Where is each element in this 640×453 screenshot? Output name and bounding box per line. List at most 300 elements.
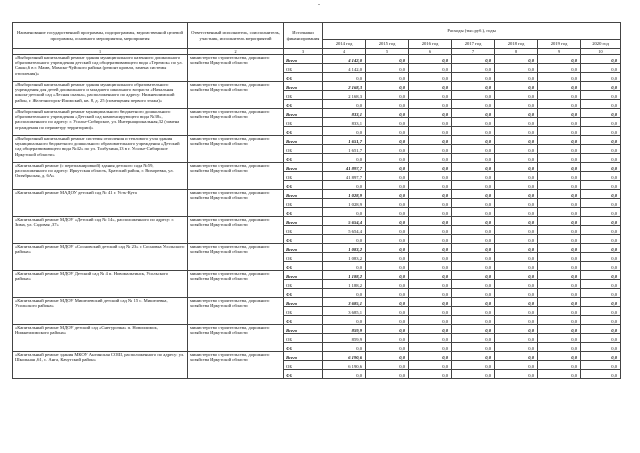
funding-source: ОБ (284, 172, 323, 181)
funding-source: ФБ (284, 73, 323, 82)
expense-value: 0,0 (581, 334, 621, 343)
expense-value: 0,0 (538, 190, 581, 199)
expense-value: 0,0 (409, 361, 452, 370)
expense-value: 0,0 (538, 208, 581, 217)
column-number: 6 (409, 49, 452, 55)
funding-source: Всего (284, 55, 323, 64)
expense-value: 2 168,3 (323, 82, 366, 91)
executor-name: министерство строительства, дорожного хозяйства Иркутской области (188, 298, 284, 325)
funding-source: ФБ (284, 100, 323, 109)
funding-source: Всего (284, 136, 323, 145)
expense-value: 0,0 (452, 334, 495, 343)
expense-value: 0,0 (495, 262, 538, 271)
expense-value: 0,0 (366, 145, 409, 154)
expense-value: 0,0 (495, 352, 538, 361)
expense-value: 0,0 (366, 73, 409, 82)
expense-value: 833,1 (323, 109, 366, 118)
expense-value: 6 190,6 (323, 352, 366, 361)
funding-source: Всего (284, 190, 323, 199)
expense-value: 0,0 (581, 289, 621, 298)
expense-value: 0,0 (366, 244, 409, 253)
funding-source: Всего (284, 82, 323, 91)
expense-value: 3 685,1 (323, 307, 366, 316)
expense-value: 0,0 (452, 91, 495, 100)
expense-value: 0,0 (452, 82, 495, 91)
year-header: 2017 год (452, 40, 495, 49)
expense-value: 0,0 (366, 352, 409, 361)
funding-source: ОБ (284, 280, 323, 289)
expense-value: 0,0 (581, 298, 621, 307)
expense-value: 0,0 (538, 235, 581, 244)
expense-value: 0,0 (495, 181, 538, 190)
expense-value: 0,0 (495, 127, 538, 136)
expense-value: 0,0 (581, 154, 621, 163)
expense-value: 0,0 (538, 226, 581, 235)
expense-value: 0,0 (366, 55, 409, 64)
expense-value: 0,0 (452, 226, 495, 235)
expense-value: 0,0 (581, 73, 621, 82)
expense-value: 0,0 (409, 289, 452, 298)
expense-value: 0,0 (495, 199, 538, 208)
funding-source: Всего (284, 217, 323, 226)
expense-value: 0,0 (581, 181, 621, 190)
expense-value: 0,0 (538, 334, 581, 343)
expense-value: 0,0 (452, 199, 495, 208)
funding-source: ФБ (284, 343, 323, 352)
expense-value: 0,0 (495, 298, 538, 307)
executor-name: министерство строительства, дорожного хозяйства Иркутской области (188, 136, 284, 163)
funding-source: Всего (284, 163, 323, 172)
expense-value: 0,0 (538, 100, 581, 109)
expense-value: 0,0 (409, 235, 452, 244)
expense-value: 0,0 (581, 325, 621, 334)
expense-value: 0,0 (495, 316, 538, 325)
expense-value: 0,0 (538, 325, 581, 334)
column-number: 8 (495, 49, 538, 55)
expense-value: 0,0 (538, 118, 581, 127)
expense-value: 0,0 (495, 334, 538, 343)
expense-value: 0,0 (409, 64, 452, 73)
funding-source: ФБ (284, 127, 323, 136)
expense-value: 0,0 (366, 370, 409, 379)
executor-name: министерство строительства, дорожного хозяйства Иркутской области (188, 109, 284, 136)
expense-value: 0,0 (452, 307, 495, 316)
expense-value: 41 897,7 (323, 163, 366, 172)
expense-value: 0,0 (538, 91, 581, 100)
executor-name: министерство строительства, дорожного хозяйства Иркутской области (188, 163, 284, 190)
expense-value: 0,0 (366, 118, 409, 127)
expense-value: 0,0 (452, 370, 495, 379)
measure-name: «Выборочный капитальный ремонт здания муниципального казенного дошкольного образовательного учреждения детский сад общеразвивающего вида «Теремок» по ул. Сакко,6 в г. Мамв, Мамско-Чуйского района (ремонт кровли, замена системы отопления)» (13, 55, 188, 82)
table-row (13, 352, 621, 361)
expense-value: 0,0 (495, 226, 538, 235)
expense-value: 0,0 (495, 136, 538, 145)
year-header: 2018 год (495, 40, 538, 49)
executor-name: министерство строительства, дорожного хозяйства Иркутской области (188, 352, 284, 379)
expense-value: 0,0 (581, 136, 621, 145)
expense-value: 0,0 (538, 154, 581, 163)
expense-value: 0,0 (409, 55, 452, 64)
expense-value: 0,0 (452, 280, 495, 289)
expense-value: 0,0 (581, 64, 621, 73)
expense-value: 0,0 (366, 208, 409, 217)
expense-value: 0,0 (409, 91, 452, 100)
expense-value: 0,0 (452, 217, 495, 226)
expense-value: 0,0 (538, 163, 581, 172)
table-row (13, 325, 621, 334)
funding-source: Всего (284, 271, 323, 280)
expense-value: 0,0 (366, 181, 409, 190)
funding-source: ФБ (284, 181, 323, 190)
funding-source: ОБ (284, 145, 323, 154)
expense-value: 5 654,4 (323, 226, 366, 235)
executor-name: министерство строительства, дорожного хозяйства Иркутской области (188, 244, 284, 271)
expense-value: 0,0 (409, 280, 452, 289)
table-row (13, 271, 621, 280)
funding-source: ОБ (284, 226, 323, 235)
expense-value: 0,0 (366, 271, 409, 280)
col-header-source: Источники финансирования (284, 23, 323, 49)
table-row (13, 190, 621, 199)
expense-value: 0,0 (452, 181, 495, 190)
expense-value: 0,0 (366, 235, 409, 244)
expense-value: 3 685,1 (323, 298, 366, 307)
year-header: 2020 год (581, 40, 621, 49)
expense-value: 0,0 (495, 64, 538, 73)
col-header-program: Наименование государственной программы, подпрограммы, ведомственной целевой программы, основного мероприятия, мероприятия (13, 23, 188, 49)
column-number: 9 (538, 49, 581, 55)
funding-source: Всего (284, 298, 323, 307)
funding-source: ОБ (284, 334, 323, 343)
year-header: 2016 год (409, 40, 452, 49)
expense-value: 41 897,7 (323, 172, 366, 181)
expense-value: 0,0 (581, 253, 621, 262)
expense-value: 0,0 (366, 163, 409, 172)
expense-value: 0,0 (538, 64, 581, 73)
measure-name: «Капитальный ремонт МДОУ «Сосновский детский сад № 23» с Сосновка Усольского района» (13, 244, 188, 271)
expense-value: 0,0 (366, 64, 409, 73)
expense-value: 0,0 (366, 136, 409, 145)
expense-value: 0,0 (452, 73, 495, 82)
expense-value: 0,0 (495, 208, 538, 217)
funding-source: Всего (284, 244, 323, 253)
executor-name: министерство строительства, дорожного хозяйства Иркутской области (188, 271, 284, 298)
funding-source: ФБ (284, 235, 323, 244)
expense-value: 0,0 (452, 136, 495, 145)
expense-value: 0,0 (452, 208, 495, 217)
expense-value: 0,0 (366, 361, 409, 370)
expense-value: 0,0 (409, 199, 452, 208)
expense-value: 0,0 (409, 163, 452, 172)
expense-value: 0,0 (366, 289, 409, 298)
expense-value: 0,0 (409, 127, 452, 136)
expense-value: 1 188,2 (323, 271, 366, 280)
expense-value: 0,0 (323, 235, 366, 244)
funding-source: Всего (284, 352, 323, 361)
expense-value: 0,0 (495, 109, 538, 118)
expense-value: 0,0 (452, 298, 495, 307)
expense-value: 4 142,0 (323, 64, 366, 73)
expense-value: 0,0 (581, 280, 621, 289)
measure-name: «Капитальный ремонт МАДОУ детский сад № 41 г. Усть-Кута (13, 190, 188, 217)
expense-value: 0,0 (495, 235, 538, 244)
expense-value: 0,0 (409, 136, 452, 145)
executor-name: министерство строительства, дорожного хозяйства Иркутской области (188, 325, 284, 352)
expense-value: 859,9 (323, 325, 366, 334)
expense-value: 0,0 (409, 307, 452, 316)
expense-value: 0,0 (452, 145, 495, 154)
expense-value: 0,0 (495, 280, 538, 289)
expense-value: 0,0 (323, 208, 366, 217)
column-number: 5 (366, 49, 409, 55)
funding-source: ФБ (284, 316, 323, 325)
funding-source: Всего (284, 325, 323, 334)
expense-value: 0,0 (495, 370, 538, 379)
column-number: 4 (323, 49, 366, 55)
expense-value: 0,0 (366, 316, 409, 325)
expense-value: 833,1 (323, 118, 366, 127)
executor-name: министерство строительства, дорожного хозяйства Иркутской области (188, 55, 284, 82)
expense-value: 0,0 (366, 298, 409, 307)
expense-value: 0,0 (538, 352, 581, 361)
table-row (13, 217, 621, 226)
expense-value: 0,0 (538, 145, 581, 154)
expense-value: 0,0 (409, 100, 452, 109)
funding-source: ОБ (284, 199, 323, 208)
executor-name: министерство строительства, дорожного хозяйства Иркутской области (188, 190, 284, 217)
table-row (13, 136, 621, 145)
expense-value: 1 028,9 (323, 190, 366, 199)
expense-value: 0,0 (452, 109, 495, 118)
expense-value: 0,0 (495, 361, 538, 370)
measure-name: «Выборочный капитальный ремонт здания муниципального образовательного учреждения для детей дошкольного и младшего школьного возраста «Начальная школа-детский сад «Лесная сказка», расположенного по адресу: Нижнеилимский район, г. Железногорск-Илимский, кв. 8, д. 25 (помещения первого этажа)» (13, 82, 188, 109)
expense-value: 0,0 (452, 361, 495, 370)
expense-value: 0,0 (452, 118, 495, 127)
expense-value: 0,0 (581, 370, 621, 379)
expense-value: 0,0 (495, 217, 538, 226)
expense-value: 0,0 (409, 244, 452, 253)
expense-value: 0,0 (581, 127, 621, 136)
expense-value: 0,0 (581, 271, 621, 280)
expense-value: 0,0 (452, 253, 495, 262)
expense-value: 0,0 (452, 172, 495, 181)
table-row (13, 163, 621, 172)
expense-value: 0,0 (452, 55, 495, 64)
expense-value: 0,0 (366, 307, 409, 316)
expense-value: 0,0 (409, 82, 452, 91)
expense-value: 5 654,4 (323, 217, 366, 226)
expense-value: 0,0 (538, 280, 581, 289)
expense-value: 0,0 (495, 307, 538, 316)
expense-value: 0,0 (538, 307, 581, 316)
expense-value: 0,0 (495, 253, 538, 262)
expense-value: 0,0 (323, 181, 366, 190)
expense-value: 0,0 (452, 316, 495, 325)
expense-value: 0,0 (581, 55, 621, 64)
expense-value: 0,0 (538, 343, 581, 352)
expense-value: 0,0 (366, 199, 409, 208)
expense-value: 0,0 (366, 217, 409, 226)
expense-value: 0,0 (538, 73, 581, 82)
expense-value: 0,0 (581, 118, 621, 127)
expense-value: 0,0 (452, 325, 495, 334)
expense-value: 0,0 (495, 154, 538, 163)
funding-source: ОБ (284, 91, 323, 100)
expense-value: 0,0 (409, 118, 452, 127)
expense-value: 0,0 (538, 298, 581, 307)
expense-value: 0,0 (366, 109, 409, 118)
measure-name: «Капитальный ремонт МДОУ Мишелевский детский сад № 15 с. Мишелевка, Усольского района» (13, 298, 188, 325)
expense-value: 0,0 (495, 91, 538, 100)
column-number: 7 (452, 49, 495, 55)
expense-value: 6 190,6 (323, 361, 366, 370)
expense-value: 0,0 (495, 172, 538, 181)
column-number: 10 (581, 49, 621, 55)
expense-value: 0,0 (581, 352, 621, 361)
expense-value: 0,0 (538, 262, 581, 271)
expense-value: 0,0 (452, 244, 495, 253)
funding-source: ОБ (284, 253, 323, 262)
expense-value: 0,0 (538, 244, 581, 253)
funding-source: ОБ (284, 361, 323, 370)
expense-value: 0,0 (538, 289, 581, 298)
expense-value: 0,0 (409, 316, 452, 325)
expense-value: 0,0 (495, 145, 538, 154)
expense-value: 0,0 (581, 307, 621, 316)
measure-name: «Капитальный ремонт (с перепланировкой) здания детского сада №59, расположенного по адресу: Иркутская область, Братский район, г. Вихоревка, ул. Октябрьская, д. 6А» (13, 163, 188, 190)
expense-value: 0,0 (538, 127, 581, 136)
expense-value: 0,0 (323, 73, 366, 82)
expense-value: 0,0 (581, 316, 621, 325)
expense-value: 0,0 (495, 82, 538, 91)
funding-source: ФБ (284, 154, 323, 163)
executor-name: министерство строительства, дорожного хозяйства Иркутской области (188, 217, 284, 244)
expense-value: 859,9 (323, 334, 366, 343)
expense-value: 0,0 (495, 73, 538, 82)
table-row (13, 82, 621, 91)
expense-value: 0,0 (409, 253, 452, 262)
expense-value: 0,0 (495, 289, 538, 298)
expense-value: 0,0 (538, 217, 581, 226)
measure-name: «Капитальный ремонт МДОУ «Детский сад № 14», расположенного по адресу: г. Зима, ул. Садовая ,37» (13, 217, 188, 244)
expense-value: 0,0 (409, 172, 452, 181)
expense-value: 0,0 (452, 343, 495, 352)
expense-value: 0,0 (366, 262, 409, 271)
expense-value: 0,0 (366, 172, 409, 181)
expense-value: 1 651,7 (323, 145, 366, 154)
expense-value: 0,0 (409, 181, 452, 190)
measure-name: «Капитальный ремонт МДОУ Детский сад № 4 п. Новомальтинск, Усольского района» (13, 271, 188, 298)
table-row (13, 298, 621, 307)
expense-value: 0,0 (538, 199, 581, 208)
expense-value: 0,0 (538, 316, 581, 325)
expense-value: 0,0 (495, 100, 538, 109)
expense-value: 0,0 (538, 172, 581, 181)
expense-value: 0,0 (452, 262, 495, 271)
expense-value: 0,0 (538, 253, 581, 262)
expense-value: 4 142,0 (323, 55, 366, 64)
expense-value: 0,0 (581, 82, 621, 91)
expense-value: 0,0 (409, 73, 452, 82)
year-header: 2014 год (323, 40, 366, 49)
funding-source: ФБ (284, 208, 323, 217)
expense-value: 0,0 (366, 190, 409, 199)
expense-value: 0,0 (581, 199, 621, 208)
expense-value: 0,0 (452, 163, 495, 172)
expense-value: 0,0 (452, 271, 495, 280)
expense-value: 0,0 (495, 271, 538, 280)
expense-value: 0,0 (581, 262, 621, 271)
expense-value: 0,0 (495, 244, 538, 253)
expense-value: 0,0 (495, 343, 538, 352)
expense-value: 0,0 (452, 352, 495, 361)
expense-value: 0,0 (538, 370, 581, 379)
expense-value: 0,0 (409, 298, 452, 307)
expense-value: 0,0 (581, 100, 621, 109)
expense-value: 0,0 (409, 370, 452, 379)
expense-value: 1 083,2 (323, 253, 366, 262)
funding-source: ОБ (284, 307, 323, 316)
expense-value: 1 651,7 (323, 136, 366, 145)
expense-value: 2 168,3 (323, 91, 366, 100)
table-row (13, 244, 621, 253)
expense-value: 0,0 (538, 181, 581, 190)
expense-value: 0,0 (495, 325, 538, 334)
expense-value: 0,0 (581, 217, 621, 226)
expense-value: 0,0 (538, 271, 581, 280)
expense-value: 0,0 (323, 127, 366, 136)
expense-value: 0,0 (581, 244, 621, 253)
expense-value: 0,0 (452, 64, 495, 73)
funding-source: Всего (284, 109, 323, 118)
expense-value: 0,0 (323, 343, 366, 352)
funding-source: ФБ (284, 370, 323, 379)
expense-value: 0,0 (409, 109, 452, 118)
expense-value: 0,0 (581, 172, 621, 181)
expense-value: 0,0 (495, 55, 538, 64)
expense-value: 0,0 (409, 352, 452, 361)
expense-value: 0,0 (409, 217, 452, 226)
column-number: 2 (188, 49, 284, 55)
expense-value: 0,0 (409, 190, 452, 199)
table-row (13, 55, 621, 64)
expense-value: 0,0 (409, 145, 452, 154)
page-mark: - (318, 2, 320, 8)
expense-value: 0,0 (409, 154, 452, 163)
expense-value: 0,0 (366, 226, 409, 235)
expense-value: 0,0 (323, 370, 366, 379)
expense-value: 0,0 (581, 226, 621, 235)
funding-source: ФБ (284, 262, 323, 271)
expense-value: 0,0 (366, 100, 409, 109)
expense-value: 0,0 (409, 271, 452, 280)
expenses-table (12, 22, 621, 379)
expense-value: 0,0 (323, 316, 366, 325)
expense-value: 0,0 (581, 109, 621, 118)
expense-value: 0,0 (581, 91, 621, 100)
expense-value: 0,0 (495, 190, 538, 199)
expense-value: 0,0 (409, 226, 452, 235)
expense-value: 0,0 (495, 163, 538, 172)
col-header-executor: Ответственный исполнитель, соисполнитель, участник, исполнитель мероприятий (188, 23, 284, 49)
expense-value: 0,0 (581, 163, 621, 172)
expense-value: 0,0 (538, 55, 581, 64)
expense-value: 0,0 (452, 100, 495, 109)
funding-source: ФБ (284, 289, 323, 298)
expense-value: 1 188,2 (323, 280, 366, 289)
expense-value: 0,0 (409, 208, 452, 217)
year-header: 2015 год (366, 40, 409, 49)
